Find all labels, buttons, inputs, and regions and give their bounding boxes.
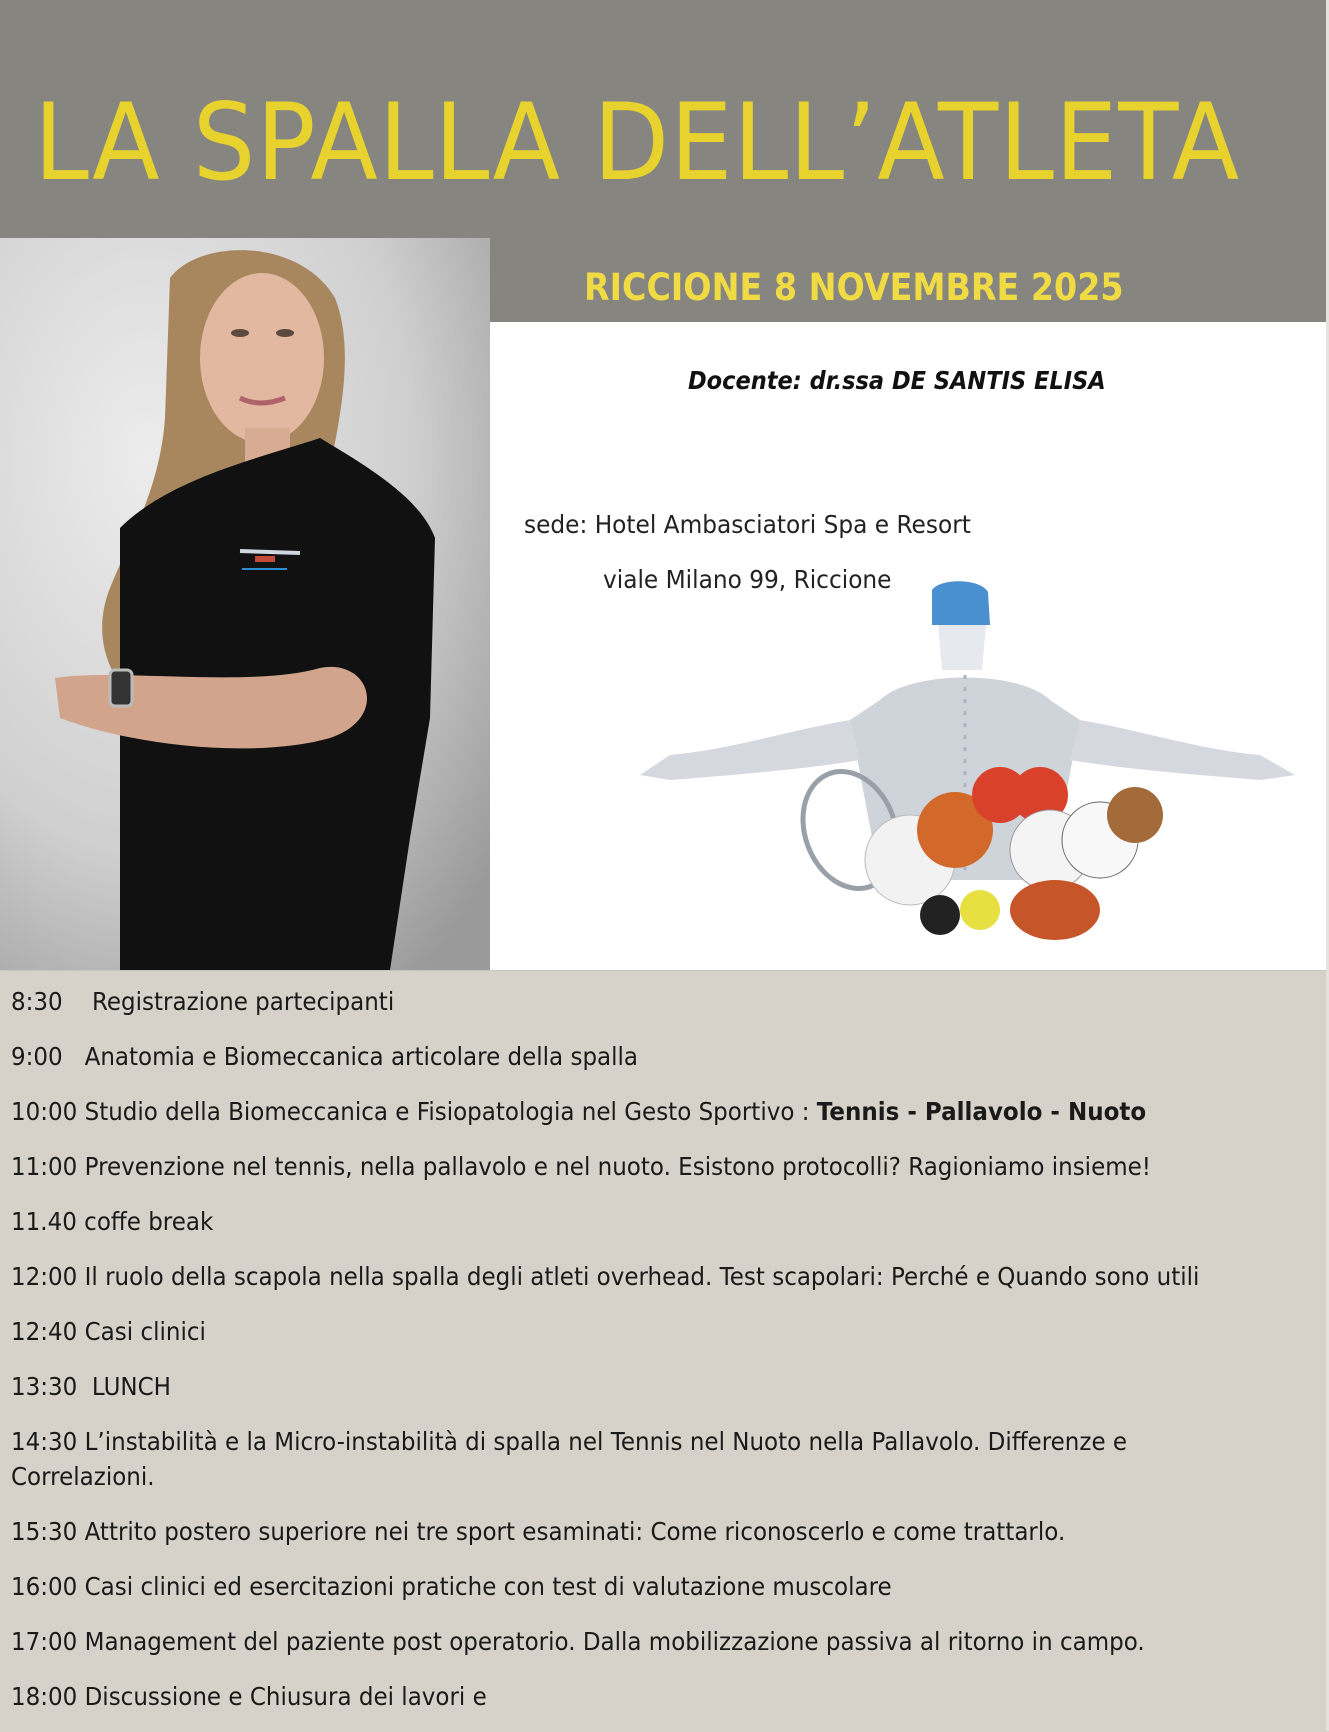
anatomy-sports-icon — [610, 580, 1320, 970]
schedule-item: 9:00 Anatomia e Biomeccanica articolare della spalla — [11, 1042, 639, 1071]
anatomy-illustration — [610, 580, 1320, 970]
schedule-item: 11:00 Prevenzione nel tennis, nella pallavolo e nel nuoto. Esistono protocolli? Ragioniamo insieme! — [11, 1152, 1151, 1181]
schedule-item: 15:30 Attrito postero superiore nei tre sport esaminati: Come riconoscerlo e come trattarlo. — [11, 1517, 1066, 1546]
schedule-item: 12:00 Il ruolo della scapola nella spalla degli atleti overhead. Test scapolari: Perché e Quando sono utili — [11, 1262, 1200, 1291]
schedule-item: 16:00 Casi clinici ed esercitazioni pratiche con test di valutazione muscolare — [11, 1572, 892, 1601]
schedule-item: 14:30 L’instabilità e la Micro-instabilità di spalla nel Tennis nel Nuoto nella Pallavolo. Differenze e Correlazioni. — [11, 1427, 1128, 1491]
speaker-portrait-icon — [0, 238, 490, 970]
schedule-item: 17:00 Management del paziente post operatorio. Dalla mobilizzazione passiva al ritorno in campo. — [11, 1627, 1145, 1656]
venue-address: viale Milano 99, Riccione — [603, 565, 892, 594]
schedule-item: 10:00 Studio della Biomeccanica e Fisiopatologia nel Gesto Sportivo : Tennis - Pallavolo - Nuoto — [11, 1097, 1147, 1126]
page-title: LA SPALLA DELL’ATLETA — [34, 81, 1241, 204]
schedule-item: 11.40 coffe break — [11, 1207, 214, 1236]
schedule-item: 8:30 Registrazione partecipanti — [11, 987, 395, 1016]
venue-name: sede: Hotel Ambasciatori Spa e Resort — [524, 510, 971, 539]
schedule-item: 13:30 LUNCH — [11, 1372, 171, 1401]
schedule-item: 18:00 Discussione e Chiusura dei lavori e — [11, 1682, 487, 1711]
schedule-list — [0, 970, 1326, 1732]
sports-highlight: Tennis - Pallavolo - Nuoto — [816, 1097, 1147, 1126]
speaker-photo — [0, 238, 490, 970]
speaker-label: Docente: dr.ssa DE SANTIS ELISA — [688, 366, 1106, 395]
event-date-location: RICCIONE 8 NOVEMBRE 2025 — [584, 266, 1124, 309]
schedule-item: 12:40 Casi clinici — [11, 1317, 206, 1346]
